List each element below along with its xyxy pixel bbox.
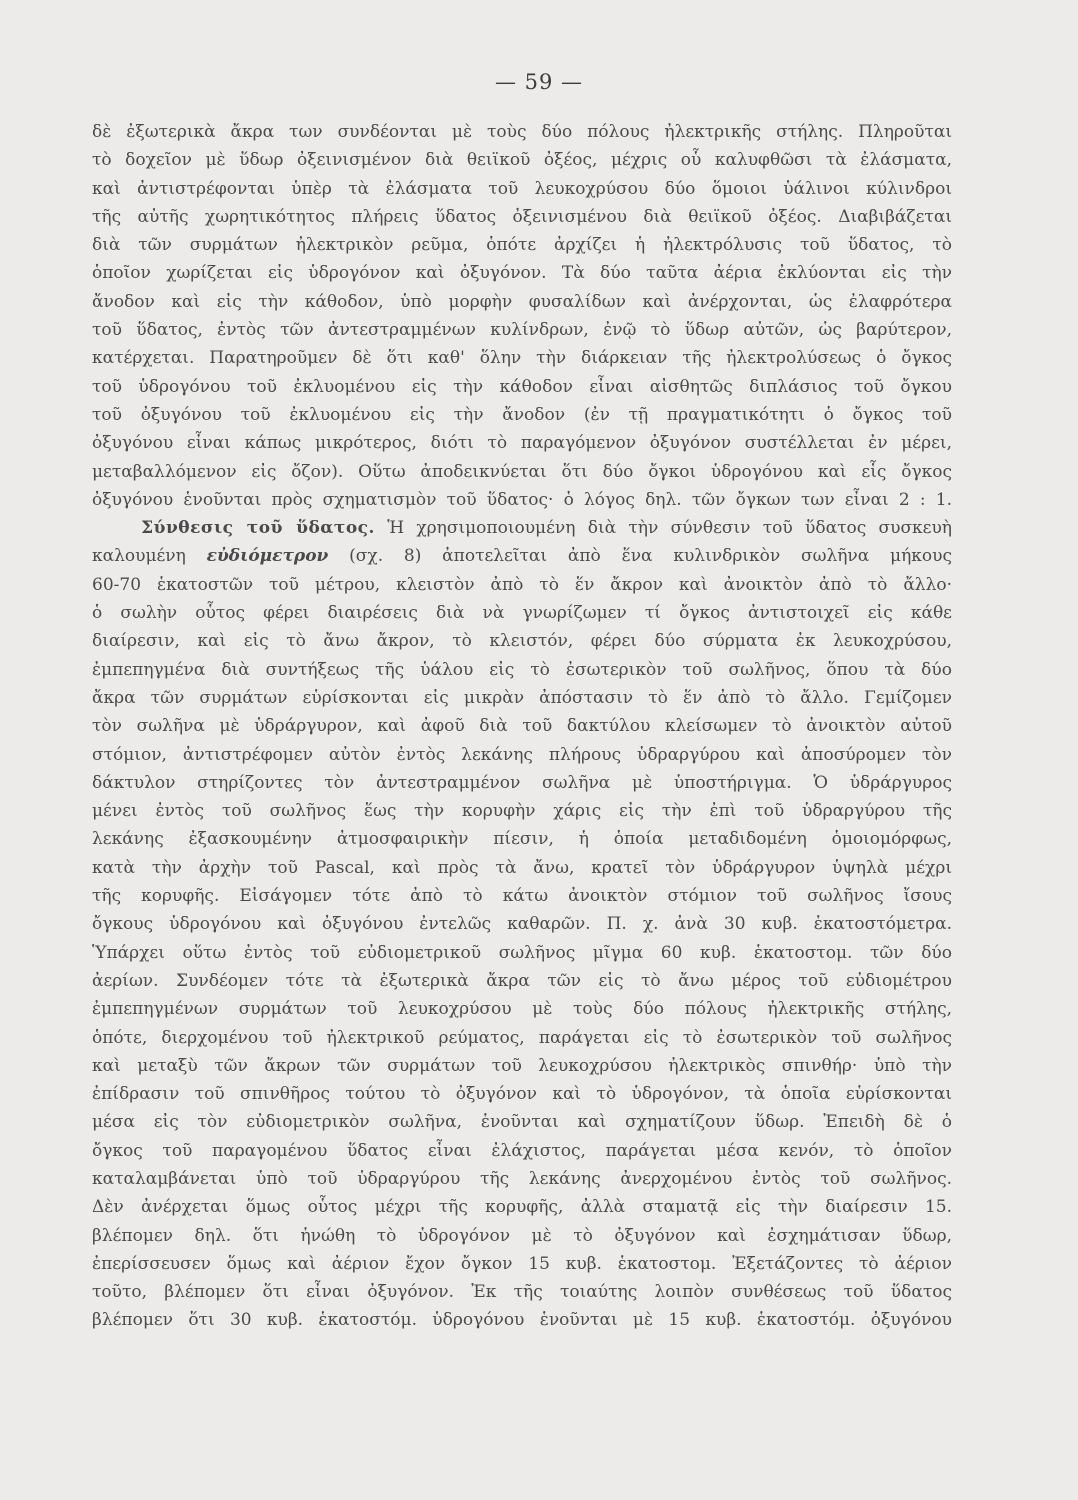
text-line: στόμιον, ἀντιστρέφομεν αὐτὸν ἐντὸς λεκάνης πλήρους ὑδραργύρου καὶ ἀποσύρομεν τὸν (92, 744, 952, 765)
text-line: ὀξυγόνου εἶναι κάπως μικρότερος, διότι τὸ παραγόμενον ὀξυγόνον συστέλλεται ἐν μέρει, (92, 433, 952, 454)
emph-suffix: (σχ. 8) ἀποτελεῖται ἀπὸ ἕνα κυλινδρικὸν σωλῆνα μήκους (328, 546, 952, 567)
text-line: ὀξυγόνου ἑνοῦνται πρὸς σχηματισμὸν τοῦ ὕδατος· ὁ λόγος δηλ. τῶν ὄγκων των εἶναι 2 : 1. (92, 489, 952, 510)
text-line: μεταβαλλόμενον εἰς ὄζον). Οὕτω ἀποδεικνύεται ὅτι δύο ὄγκοι ὑδρογόνου καὶ εἷς ὄγκος (92, 461, 952, 482)
text-line: ἄνοδον καὶ εἰς τὴν κάθοδον, ὑπὸ μορφὴν φυσαλίδων καὶ ἀνέρχονται, ὡς ἐλαφρότερα (92, 291, 952, 312)
text-line: κατὰ τὴν ἀρχὴν τοῦ Pascal, καὶ πρὸς τὰ ἄνω, κρατεῖ τὸν ὑδράργυρον ὑψηλὰ μέχρι (92, 857, 952, 878)
text-line: καὶ ἀντιστρέφονται ὑπὲρ τὰ ἐλάσματα τοῦ λευκοχρύσου δύο ὅμοιοι ὑάλινοι κύλινδροι (92, 178, 952, 199)
text-line: καὶ μεταξὺ τῶν ἄκρων τῶν συρμάτων τοῦ λευκοχρύσου ἠλεκτρικὸς σπινθήρ· ὑπὸ τὴν (92, 1055, 952, 1076)
text-line: λεκάνης ἐξασκουμένην ἀτμοσφαιρικὴν πίεσιν, ἡ ὁποία μεταδιδομένη ὁμοιομόρφως, (92, 829, 952, 850)
text-line: δὲ ἐξωτερικὰ ἄκρα των συνδέονται μὲ τοὺς δύο πόλους ἠλεκτρικῆς στήλης. Πληροῦται (92, 122, 952, 142)
text-line: ἐμπεπηγμένα διὰ συντήξεως τῆς ὑάλου εἰς τὸ ἐσωτερικὸν τοῦ σωλῆνος, ὅπου τὰ δύο (92, 659, 952, 680)
text-line: κατέρχεται. Παρατηροῦμεν δὲ ὅτι καθ' ὅλην τὴν διάρκειαν τῆς ἠλεκτρολύσεως ὁ ὄγκος (92, 348, 952, 369)
text-line: βλέπομεν ὅτι 30 κυβ. ἑκατοστόμ. ὑδρογόνου ἑνοῦνται μὲ 15 κυβ. ἑκατοστόμ. ὀξυγόνου (92, 1310, 952, 1331)
text-line: 60-70 ἑκατοστῶν τοῦ μέτρου, κλειστὸν ἀπὸ τὸ ἕν ἄκρον καὶ ἀνοικτὸν ἀπὸ τὸ ἄλλο· (92, 574, 952, 595)
text-line: ὁπότε, διερχομένου τοῦ ἠλεκτρικοῦ ρεύματος, παράγεται εἰς τὸ ἐσωτερικὸν τοῦ σωλῆνος (92, 1027, 952, 1048)
text-line: μένει ἐντὸς τοῦ σωλῆνος ἕως τὴν κορυφὴν χάρις εἰς τὴν ἐπὶ τοῦ ὑδραργύρου τῆς (92, 801, 952, 822)
text-line: ὁ σωλὴν οὗτος φέρει διαιρέσεις διὰ νὰ γνωρίζωμεν τί ὄγκος ἀντιστοιχεῖ εἰς κάθε (92, 603, 952, 624)
text-line: βλέπομεν δηλ. ὅτι ἡνώθη τὸ ὑδρογόνον μὲ τὸ ὀξυγόνον καὶ ἐσχημάτισαν ὕδωρ, (92, 1225, 952, 1246)
text-line: Ὑπάρχει οὕτω ἐντὸς τοῦ εὐδιομετρικοῦ σωλῆνος μῖγμα 60 κυβ. ἑκατοστομ. τῶν δύο (92, 942, 952, 963)
text-line: τοῦ ὀξυγόνου τοῦ ἐκλυομένου εἰς τὴν ἄνοδον (ἐν τῇ πραγματικότητι ὁ ὄγκος τοῦ (92, 404, 952, 425)
body-text (92, 118, 952, 1335)
text-line: τοῦ ὑδρογόνου τοῦ ἐκλυομένου εἰς τὴν κάθοδον εἶναι αἰσθητῶς διπλάσιος τοῦ ὄγκου (92, 376, 952, 397)
text-line: μέσα εἰς τὸν εὐδιομετρικὸν σωλῆνα, ἑνοῦνται καὶ σχηματίζουν ὕδωρ. Ἐπειδὴ δὲ ὁ (92, 1112, 952, 1133)
page-number: — 59 — (494, 70, 584, 94)
text-line: ὄγκους ὑδρογόνου καὶ ὀξυγόνου ἐντελῶς καθαρῶν. Π. χ. ἀνὰ 30 κυβ. ἑκατοστόμετρα. (92, 914, 952, 935)
text-line: διαίρεσιν, καὶ εἰς τὸ ἄνω ἄκρον, τὸ κλειστόν, φέρει δύο σύρματα ἐκ λευκοχρύσου, (92, 631, 952, 652)
text-line: διὰ τῶν συρμάτων ἠλεκτρικὸν ρεῦμα, ὁπότε ἀρχίζει ἡ ἠλεκτρόλυσις τοῦ ὕδατος, τὸ (92, 235, 952, 256)
text-line: ἄκρα τῶν συρμάτων εὑρίσκονται εἰς μικρὰν ἀπόστασιν τὸ ἕν ἀπὸ τὸ ἄλλο. Γεμίζομεν (92, 687, 952, 708)
text-line: δάκτυλον στηρίζοντες τὸν ἀντεστραμμένον σωλῆνα μὲ ὑποστήριγμα. Ὁ ὑδράργυρος (92, 772, 952, 793)
text-line: ὄγκος τοῦ παραγομένου ὕδατος εἶναι ἐλάχιστος, παράγεται μέσα κενόν, τὸ ὁποῖον (92, 1140, 952, 1161)
text-line: ἀερίων. Συνδέομεν τότε τὰ ἐξωτερικὰ ἄκρα τῶν εἰς τὸ ἄνω μέρος τοῦ εὐδιομέτρου (92, 970, 952, 991)
text-line: ὁποῖον χωρίζεται εἰς ὑδρογόνον καὶ ὀξυγόνον. Τὰ δύο ταῦτα ἀέρια ἐκλύονται εἰς τὴν (92, 263, 952, 284)
text-line-emphasis (92, 542, 952, 570)
text-line: ἐπερίσσευσεν ὅμως καὶ ἀέριον ἔχον ὄγκον 15 κυβ. ἑκατοστομ. Ἐξετάζοντες τὸ ἀέριον (92, 1253, 952, 1274)
text-line: τὸ δοχεῖον μὲ ὕδωρ ὀξεινισμένον διὰ θειϊκοῦ ὀξέος, μέχρις οὗ καλυφθῶσι τὰ ἐλάσματα, (92, 150, 952, 171)
text-line: τὸν σωλῆνα μὲ ὑδράργυρον, καὶ ἀφοῦ διὰ τοῦ δακτύλου κλείσωμεν τὸ ἀνοικτὸν αὐτοῦ (92, 716, 952, 737)
text-line: τοῦτο, βλέπομεν ὅτι εἶναι ὀξυγόνον. Ἐκ τῆς τοιαύτης λοιπὸν συνθέσεως τοῦ ὕδατος (92, 1282, 952, 1303)
text-line: Δὲν ἀνέρχεται ὅμως οὗτος μέχρι τῆς κορυφῆς, ἀλλὰ σταματᾷ εἰς τὴν διαίρεσιν 15. (92, 1197, 952, 1218)
section-heading: Σύνθεσις τοῦ ὕδατος. (141, 518, 375, 539)
emph-prefix: καλουμένη (92, 546, 207, 567)
section-heading-line (92, 514, 952, 542)
text-line: τῆς κορυφῆς. Εἰσάγομεν τότε ἀπὸ τὸ κάτω ἀνοικτὸν στόμιον τοῦ σωλῆνος ἴσους (92, 886, 952, 907)
text-line: ἐπίδρασιν τοῦ σπινθῆρος τούτου τὸ ὀξυγόνον καὶ τὸ ὑδρογόνον, τὰ ὁποῖα εὑρίσκονται (92, 1084, 952, 1105)
text-line: τοῦ ὕδατος, ἐντὸς τῶν ἀντεστραμμένων κυλίνδρων, ἐνῷ τὸ ὕδωρ αὐτῶν, ὡς βαρύτερον, (92, 320, 952, 341)
heading-continuation: Ἡ χρησιμοποιουμένη διὰ τὴν σύνθεσιν τοῦ ὕδατος συσκευὴ (374, 518, 952, 539)
text-line: τῆς αὐτῆς χωρητικότητος πλήρεις ὕδατος ὀξεινισμένου διὰ θειϊκοῦ ὀξέος. Διαβιβάζεται (92, 206, 952, 227)
text-line: ἐμπεπηγμένων συρμάτων τοῦ λευκοχρύσου μὲ τοὺς δύο πόλους ἠλεκτρικῆς στήλης, (92, 999, 952, 1020)
text-line: καταλαμβάνεται ὑπὸ τοῦ ὑδραργύρου τῆς λεκάνης ἀνερχομένου ἐντὸς τοῦ σωλῆνος. (92, 1168, 952, 1189)
eudiometer-term: εὐδιόμετρον (206, 546, 329, 567)
